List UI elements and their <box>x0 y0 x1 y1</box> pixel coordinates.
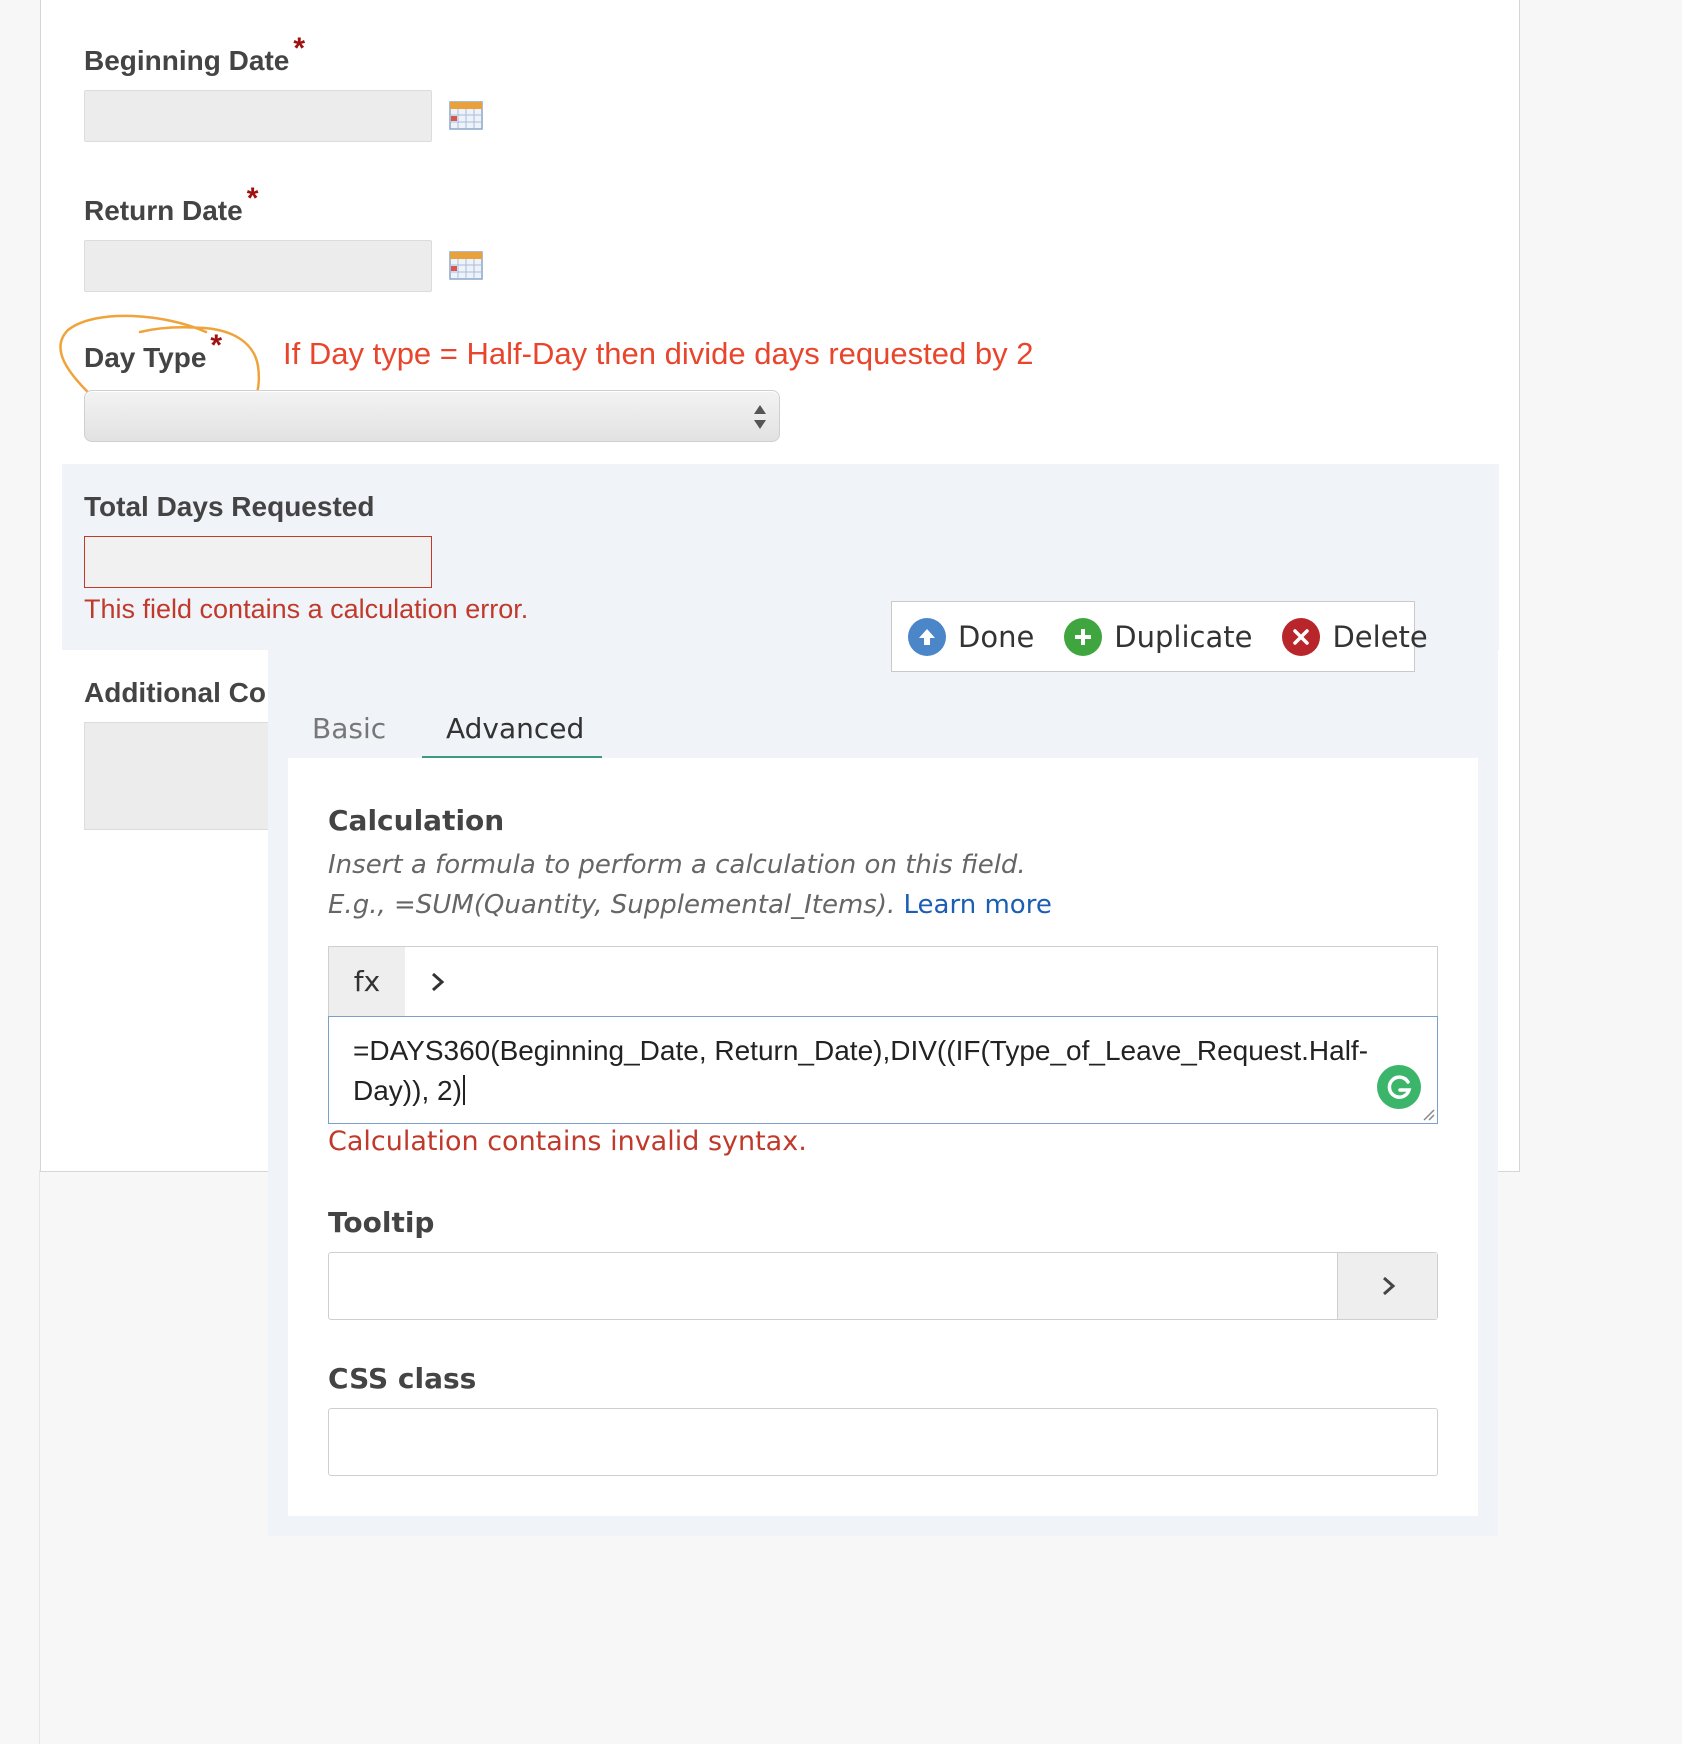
calendar-icon[interactable] <box>449 98 483 130</box>
tooltip-input[interactable] <box>328 1252 1438 1320</box>
return-date-label <box>84 182 259 228</box>
tab-basic[interactable]: Basic <box>312 712 387 745</box>
settings-tabs <box>288 700 1478 760</box>
calculation-example: E.g., =SUM(Quantity, Supplemental_Items). <box>328 890 896 920</box>
additional-label: Additional Co <box>84 677 266 708</box>
done-button[interactable] <box>908 618 1034 656</box>
fx-label: fx <box>329 947 405 1016</box>
annotation-text: If Day type = Half-Day then divide days requested by 2 <box>283 336 1034 371</box>
plus-circle-icon <box>1064 618 1102 656</box>
return-date-input[interactable] <box>84 240 432 292</box>
formula-textarea[interactable] <box>328 1016 1438 1124</box>
calculation-title: Calculation <box>328 804 505 837</box>
required-star: * <box>293 32 306 65</box>
required-star: * <box>210 329 223 362</box>
calendar-icon[interactable] <box>449 248 483 280</box>
return-date-label-text: Return Date <box>84 195 243 226</box>
delete-button[interactable] <box>1282 618 1427 656</box>
total-days-input[interactable] <box>84 536 432 588</box>
grammarly-icon[interactable] <box>1377 1065 1421 1109</box>
beginning-date-label <box>84 32 306 78</box>
duplicate-label: Duplicate <box>1114 619 1253 654</box>
tooltip-title: Tooltip <box>328 1206 435 1239</box>
calculation-help-line2 <box>328 890 1052 920</box>
page-background-strip <box>0 1170 40 1744</box>
chevron-right-icon[interactable] <box>425 967 451 997</box>
beginning-date-label-text: Beginning Date <box>84 45 290 76</box>
learn-more-link[interactable]: Learn more <box>903 890 1052 920</box>
additional-input[interactable] <box>84 722 284 830</box>
css-class-input[interactable] <box>328 1408 1438 1476</box>
resize-grip-icon[interactable] <box>1421 1107 1435 1121</box>
calculation-error-text: This field contains a calculation error. <box>84 594 529 624</box>
delete-label: Delete <box>1332 619 1428 654</box>
beginning-date-input[interactable] <box>84 90 432 142</box>
fx-toolbar <box>328 946 1438 1016</box>
duplicate-button[interactable] <box>1064 618 1252 656</box>
calculation-help-line1: Insert a formula to perform a calculation on this field. <box>328 850 1026 880</box>
tab-advanced[interactable]: Advanced <box>446 712 585 745</box>
x-circle-icon <box>1282 618 1320 656</box>
text-caret <box>463 1075 465 1105</box>
day-type-label-text: Day Type <box>84 342 207 373</box>
total-days-label: Total Days Requested <box>84 491 375 522</box>
required-star: * <box>246 182 259 215</box>
done-label: Done <box>958 619 1035 654</box>
day-type-select[interactable] <box>84 390 780 442</box>
select-arrows-icon <box>753 402 767 432</box>
syntax-error-text: Calculation contains invalid syntax. <box>328 1126 807 1157</box>
formula-text: =DAYS360(Beginning_Date, Return_Date),DIV((IF(Type_of_Leave_Request.Half-Day)), 2) <box>353 1035 1369 1106</box>
field-action-bar <box>891 601 1428 672</box>
tooltip-expand-button[interactable] <box>1337 1253 1437 1319</box>
arrow-up-circle-icon <box>908 618 946 656</box>
css-class-title: CSS class <box>328 1362 477 1395</box>
chevron-right-icon <box>1375 1271 1401 1301</box>
